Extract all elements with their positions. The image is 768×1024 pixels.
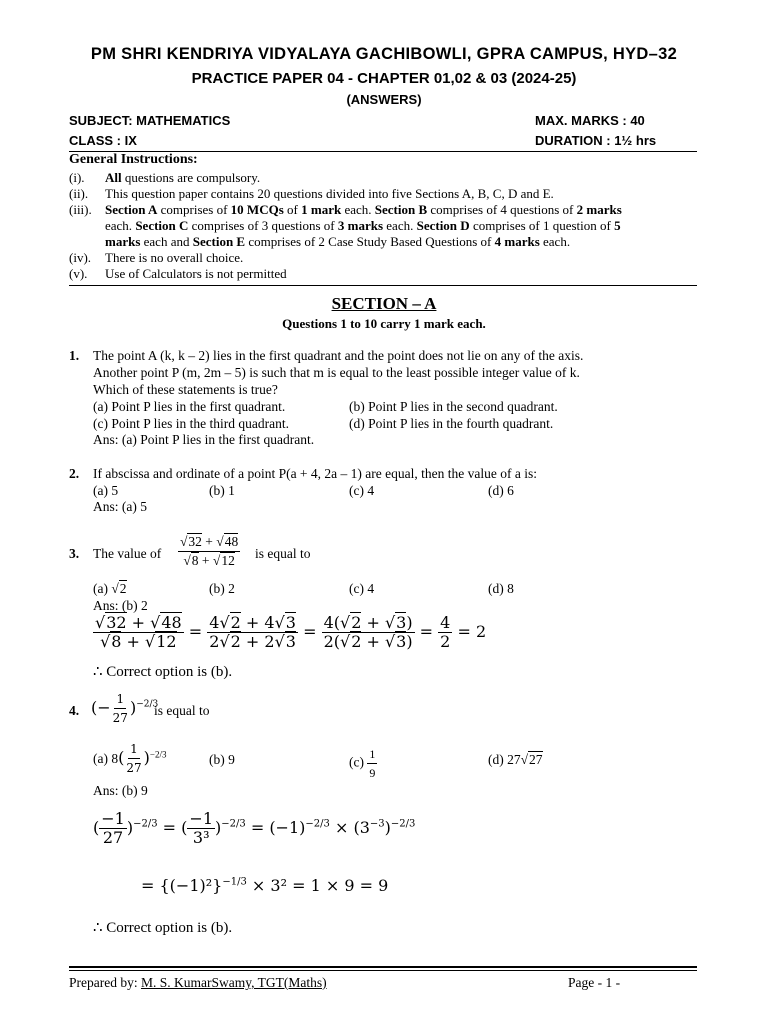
instruction-bold: All — [105, 170, 122, 185]
solution-conclusion: ∴ Correct option is (b). — [93, 664, 233, 680]
option-b: (b) 1 — [209, 483, 235, 498]
question-text: If abscissa and ordinate of a point P(a + 4, 2a – 1) are equal, then the value of a is: — [93, 466, 537, 481]
instruction-num: (iv). — [69, 250, 92, 265]
instruction-text: each. — [383, 218, 417, 233]
instruction-continuation — [105, 234, 570, 250]
subject-label: SUBJECT: MATHEMATICS — [69, 113, 231, 128]
question-number: 1. — [69, 348, 80, 363]
author-name: M. S. KumarSwamy, TGT(Maths) — [140, 975, 327, 990]
instruction-item — [69, 170, 260, 186]
option-b: (b) 2 — [209, 581, 235, 596]
option-label: (c) — [349, 754, 364, 770]
solution-work: ( $\frac{-1}{27}$ )$^{-2/3}$ = ( $\frac{-1}{\text{3³}}$ )$^{-2/3} = (-1)^{-2/3} \times (3^{-3})^{-2/3}$ — [93, 809, 416, 847]
instruction-item — [69, 250, 243, 266]
instruction-text: This question paper contains 20 questions divided into five Sections A, B, C, D and E. — [105, 186, 554, 201]
instruction-text: There is no overall choice. — [105, 250, 244, 265]
option-c: (c) 4 — [349, 581, 375, 596]
solution-work: = $\{(-1)^2\}^{-1/3} \times 3^2 = 1 \times 9 = 9$ — [141, 876, 389, 895]
footer-prepared — [69, 975, 327, 991]
math-expression: (− $\frac{1}{27}$ )$^{-2/3}$ — [91, 692, 159, 725]
class-label: CLASS : IX — [69, 133, 137, 148]
instruction-bold: Section B — [374, 202, 428, 217]
option-label: (d) 27 — [488, 752, 521, 767]
instruction-item — [69, 186, 554, 202]
prepared-label: Prepared by: — [69, 975, 138, 990]
instruction-text: each. — [539, 234, 571, 249]
instruction-text: comprises of — [157, 202, 231, 217]
option-label: (a) — [93, 581, 108, 596]
option-a: (a) √2 — [93, 581, 127, 596]
option-d: (d) 6 — [488, 483, 514, 498]
option-d: (d) Point P lies in the fourth quadrant. — [349, 416, 554, 431]
answer: Ans: (b) 2 — [93, 598, 148, 613]
option-b: (b) Point P lies in the second quadrant. — [349, 399, 558, 414]
instruction-num: (v). — [69, 266, 88, 281]
option-a: (a) Point P lies in the first quadrant. — [93, 399, 286, 414]
solution-conclusion: ∴ Correct option is (b). — [93, 920, 233, 936]
option-a: (a) 8( $\frac{1}{27}$ )$^{-2/3}$ — [93, 742, 167, 775]
instructions-title: General Instructions: — [69, 152, 198, 167]
instruction-bold: Section A — [105, 202, 158, 217]
page-number: Page - 1 - — [568, 975, 621, 990]
instruction-text: comprises of 3 questions of — [188, 218, 338, 233]
question-number: 3. — [69, 546, 80, 561]
instruction-bold: 5 — [614, 218, 621, 233]
instruction-text: each. — [105, 218, 136, 233]
instructions-rule — [69, 285, 697, 286]
answer: Ans: (b) 9 — [93, 783, 148, 798]
section-subtitle: Questions 1 to 10 carry 1 mark each. — [282, 316, 486, 331]
instruction-text: questions are compulsory. — [121, 170, 261, 185]
question-text: is equal to — [255, 546, 311, 561]
option-c: (c) $\frac{1}{9}$ — [349, 747, 376, 780]
instruction-bold: Section E — [192, 234, 246, 249]
solution-step: = {(−1)²} — [141, 876, 223, 895]
instruction-text: each. — [341, 202, 375, 217]
instruction-text: comprises of 2 Case Study Based Questions of — [245, 234, 495, 249]
question-text: Which of these statements is true? — [93, 382, 278, 397]
option-label: (a) 8 — [93, 751, 119, 766]
question-text: The value of — [93, 546, 162, 561]
question-text: The point A (k, k – 2) lies in the first quadrant and the point does not lie on any of the axis. — [93, 348, 584, 363]
instruction-continuation — [105, 218, 621, 234]
instruction-num: (iii). — [69, 202, 92, 217]
option-a: (a) 5 — [93, 483, 119, 498]
instruction-text: of — [283, 202, 302, 217]
answers-label: (ANSWERS) — [346, 92, 422, 107]
instruction-text: Use of Calculators is not permitted — [105, 266, 287, 281]
instruction-bold: Section D — [416, 218, 470, 233]
answer: Ans: (a) 5 — [93, 499, 147, 514]
option-d: (d) 27√27 — [488, 752, 543, 767]
instruction-bold: 4 marks — [494, 234, 540, 249]
school-title: PM SHRI KENDRIYA VIDYALAYA GACHIBOWLI, GPRA CAMPUS, HYD–32 — [90, 45, 678, 63]
instruction-bold: 2 marks — [576, 202, 622, 217]
option-c: (c) 4 — [349, 483, 375, 498]
option-b: (b) 9 — [209, 752, 235, 767]
option-c: (c) Point P lies in the third quadrant. — [93, 416, 289, 431]
question-number: 2. — [69, 466, 80, 481]
instruction-item — [69, 202, 622, 218]
footer-rule — [69, 966, 697, 968]
instruction-bold: Section C — [135, 218, 189, 233]
section-title: SECTION – A — [331, 294, 437, 313]
instruction-num: (ii). — [69, 186, 89, 201]
instruction-text: each and — [140, 234, 193, 249]
question-number: 4. — [69, 703, 80, 718]
paper-title: PRACTICE PAPER 04 - CHAPTER 01,02 & 03 (2024-25) — [191, 70, 577, 87]
instruction-item — [69, 266, 287, 282]
answer: Ans: (a) Point P lies in the first quadrant. — [93, 432, 315, 447]
instruction-bold: 10 MCQs — [230, 202, 284, 217]
instruction-bold: 1 mark — [301, 202, 342, 217]
instruction-text: comprises of 1 question of — [469, 218, 615, 233]
duration-label: DURATION : 1½ hrs — [535, 133, 657, 148]
instruction-text: comprises of 4 questions of — [427, 202, 577, 217]
instruction-bold: marks — [105, 234, 141, 249]
question-text: Another point P (m, 2m – 5) is such that m is equal to the least possible integer value of k. — [93, 365, 580, 380]
footer-rule — [69, 970, 697, 971]
question-text: is equal to — [154, 703, 210, 718]
instruction-num: (i). — [69, 170, 85, 185]
solution-work: $\frac{√32 + √48}{√8 + √12}$ = $\frac{4√2 + 4√3}{2√2 + 2√3}$ = $\frac{4(√2 + √3)}{2(√2 + √3)}$ = $\frac{4}{2}$ = 2 — [95, 613, 487, 651]
option-d: (d) 8 — [488, 581, 514, 596]
instruction-bold: 3 marks — [337, 218, 384, 233]
solution-step: × 3² = 1 × 9 = 9 — [251, 876, 389, 895]
max-marks-label: MAX. MARKS : 40 — [535, 113, 645, 128]
math-fraction: $\frac{√32 + √48}{√8 + √12}$ — [180, 534, 239, 568]
